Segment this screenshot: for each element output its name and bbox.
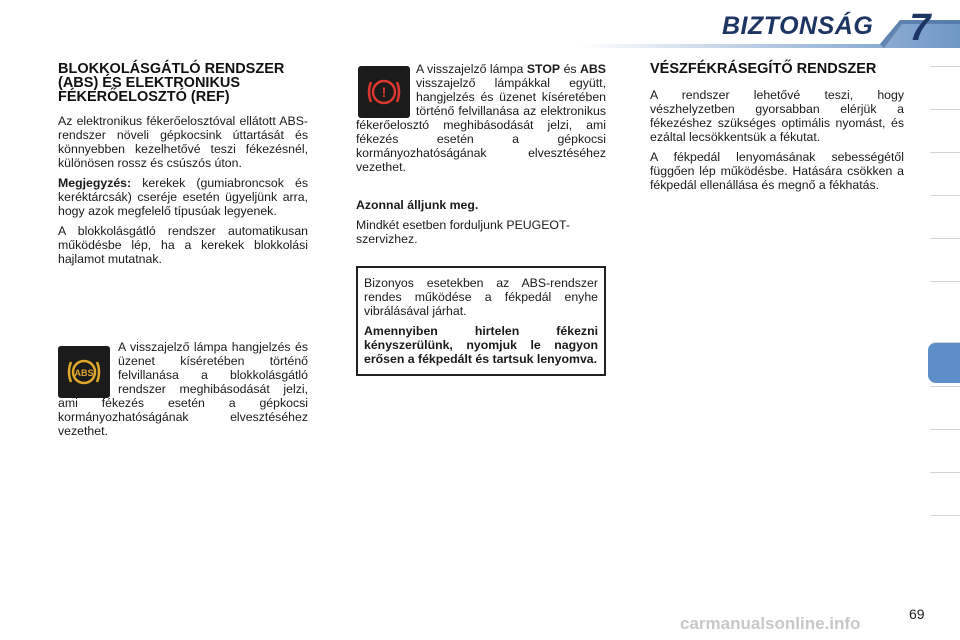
section-title: BIZTONSÁG bbox=[722, 12, 874, 40]
abs-lamp-text: A visszajelző lámpa hangjelzés és üzenet kíséretében történő felvillanása a blokkolásgátló rendszer meghibásodását jelzi, ami fékezés esetén a gépkocsi kormányozhatóságának elvesztéséhez vezethet. bbox=[58, 340, 308, 438]
stop-now-text: Azonnal álljunk meg. bbox=[356, 198, 479, 212]
column-ref bbox=[356, 62, 606, 376]
chapter-tab[interactable] bbox=[930, 66, 960, 107]
column-brake-assist bbox=[650, 62, 904, 198]
note-label: Megjegyzés: bbox=[58, 176, 132, 190]
warning-box-p1: Bizonyos esetekben az ABS-rendszer rendes működése a fékpedál enyhe vibrálásával járhat. bbox=[364, 276, 598, 318]
stop-label: STOP bbox=[526, 62, 561, 76]
chapter-tab[interactable] bbox=[930, 281, 960, 322]
abs-auto: A blokkolásgátló rendszer automatikusan működésbe lép, ha a kerekek blokkolási hajlamot mutatnak. bbox=[58, 224, 308, 266]
brake-assist-p1: A rendszer lehetővé teszi, hogy vészhelyzetben gyorsabban elérjük a fékezéshez szükséges optimális nyomást, és ezáltal lecsökkentsük a fékutat. bbox=[650, 88, 904, 144]
ref-text-post: visszajelző lámpákkal együtt, hangjelzés és üzenet kíséretében történő felvillanása az elektronikus fékerőelosztó meghibásodását jelzi, ami fékezés esetén a gépkocsi kormányozhatóságának elvesztéséhez vezethet. bbox=[356, 76, 606, 174]
watermark: carmanualsonline.info bbox=[680, 614, 861, 633]
chapter-tab[interactable] bbox=[930, 152, 960, 193]
page-number: 69 bbox=[909, 606, 925, 622]
ref-text-pre: A visszajelző lámpa bbox=[416, 62, 527, 76]
ref-text-and: és bbox=[560, 62, 581, 76]
warning-box-p2-text: Amennyiben hirtelen fékezni kényszerülünk, nyomjuk le nagyon erősen a fékpedált és tartsuk lenyomva. bbox=[364, 324, 598, 366]
brake-assist-p2: A fékpedál lenyomásának sebességétől függően lép működésbe. Hatására csökken a fékpedál ellenállása és megnő a fékhatás. bbox=[650, 150, 904, 192]
contact-service: Mindkét esetben forduljunk PEUGEOT-szervizhez. bbox=[356, 218, 570, 246]
chapter-tab[interactable] bbox=[930, 429, 960, 470]
chapter-tab[interactable] bbox=[930, 195, 960, 236]
svg-text:ABS: ABS bbox=[74, 368, 94, 378]
column-abs bbox=[58, 62, 308, 272]
chapter-tab[interactable] bbox=[930, 472, 960, 513]
warning-box bbox=[356, 266, 606, 376]
chapter-number: 7 bbox=[909, 7, 931, 49]
note-text: kerekek (gumiabroncsok és keréktárcsák) cseréje esetén ügyeljünk arra, hogy azok megfelelő típusúak legyenek. bbox=[58, 176, 308, 218]
chapter-tab[interactable] bbox=[930, 515, 960, 556]
abs-intro: Az elektronikus fékerőelosztóval ellátott ABS-rendszer növeli gépkocsink úttartását és könnyebben kezelhetővé teszi fékezésnél, különösen rossz és csúszós úton. bbox=[58, 114, 308, 170]
chapter-tab-active[interactable] bbox=[928, 342, 960, 383]
abs-note bbox=[58, 176, 308, 218]
warning-box-p2 bbox=[364, 324, 598, 366]
brake-assist-heading: VÉSZFÉKRÁSEGÍTŐ RENDSZER bbox=[650, 61, 877, 77]
abs-lamp-block bbox=[58, 340, 308, 444]
chapter-tabs bbox=[928, 66, 960, 578]
chapter-tab[interactable] bbox=[930, 386, 960, 427]
svg-text:!: ! bbox=[381, 84, 387, 100]
chapter-tab[interactable] bbox=[930, 238, 960, 279]
abs-heading: BLOKKOLÁSGÁTLÓ RENDSZER (ABS) ÉS ELEKTRONIKUS FÉKERŐELOSZTÓ (REF) bbox=[58, 61, 285, 105]
stop-now bbox=[356, 198, 606, 212]
chapter-tab[interactable] bbox=[930, 109, 960, 150]
abs-label: ABS bbox=[580, 62, 606, 76]
